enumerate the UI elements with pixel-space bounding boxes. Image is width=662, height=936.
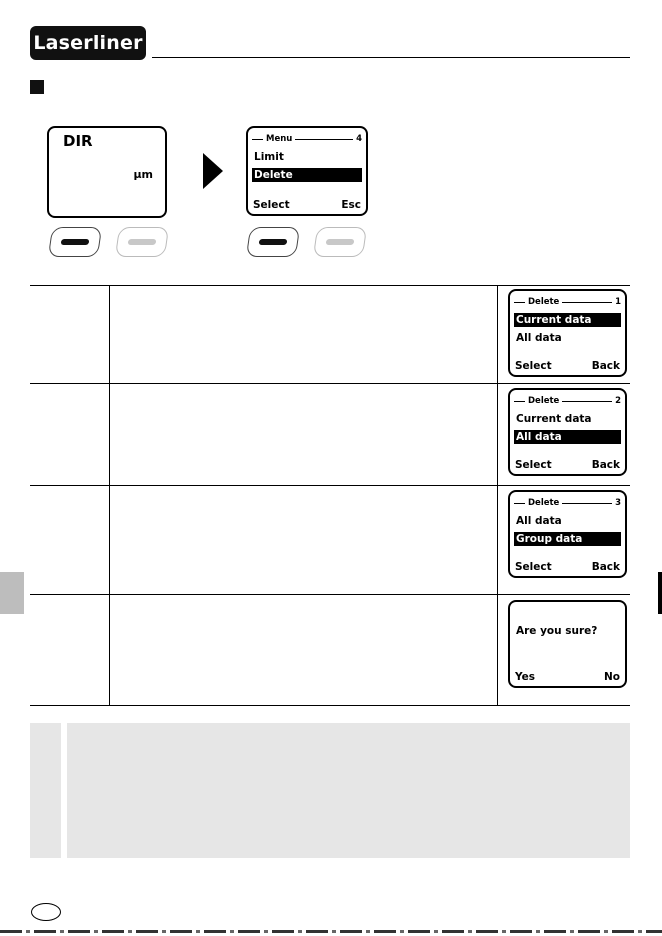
menu-item-selected[interactable]: Current data [514, 313, 621, 327]
chapter-side-tab [0, 572, 24, 614]
soft-label-left: Select [515, 459, 552, 471]
screen-title: DIR [63, 132, 93, 150]
delete-page-number: 3 [615, 498, 621, 508]
next-arrow-icon [203, 153, 223, 189]
menu-header [252, 133, 362, 145]
laserliner-logo: Laserliner [30, 26, 146, 60]
soft-label-left: Select [515, 561, 552, 573]
unit-label: µm [133, 168, 153, 181]
delete-header [514, 497, 621, 509]
soft-key-left[interactable] [246, 227, 300, 257]
soft-label-right: Back [591, 561, 620, 573]
header-dash [514, 401, 525, 402]
header-dash [562, 401, 612, 402]
delete-header-label: Delete [528, 396, 560, 406]
delete-header [514, 296, 621, 308]
menu-item[interactable]: Current data [516, 413, 592, 425]
soft-label-right: Esc [341, 199, 361, 211]
header-dash [562, 302, 612, 303]
soft-label-left: Select [253, 199, 290, 211]
lcd-screen-delete-3 [508, 490, 627, 578]
header-dash [514, 302, 525, 303]
soft-key-left-bar [259, 239, 288, 245]
delete-header-label: Delete [528, 297, 560, 307]
menu-item-selected[interactable]: All data [514, 430, 621, 444]
soft-key-right-bar [128, 239, 157, 245]
menu-item-selected[interactable]: Delete [252, 168, 362, 182]
soft-label-right: Back [591, 360, 620, 372]
menu-page-number: 4 [356, 134, 362, 144]
header-rule [152, 57, 630, 58]
confirm-prompt: Are you sure? [516, 625, 598, 637]
table-column-divider [109, 285, 110, 705]
soft-label-no: No [603, 671, 620, 683]
table-rule [30, 485, 630, 486]
lcd-screen-confirm [508, 600, 627, 688]
delete-page-number: 1 [615, 297, 621, 307]
soft-key-right-bar [326, 239, 355, 245]
soft-key-right[interactable] [115, 227, 169, 257]
lcd-screen-delete-2 [508, 388, 627, 476]
menu-item-selected[interactable]: Group data [514, 532, 621, 546]
menu-item[interactable]: All data [516, 332, 562, 344]
soft-key-right[interactable] [313, 227, 367, 257]
soft-key-left-bar [61, 239, 90, 245]
note-box-divider [61, 723, 67, 858]
language-badge [31, 903, 61, 921]
lcd-screen-menu [246, 126, 368, 216]
soft-label-left: Select [515, 360, 552, 372]
lcd-screen-dir [47, 126, 167, 218]
header-dash [295, 139, 353, 140]
delete-header [514, 395, 621, 407]
section-marker-square [30, 80, 44, 94]
soft-label-yes: Yes [515, 671, 536, 683]
header-dash [562, 503, 612, 504]
soft-key-left[interactable] [48, 227, 102, 257]
menu-item[interactable]: Limit [254, 151, 284, 163]
table-rule [30, 705, 630, 706]
delete-header-label: Delete [528, 498, 560, 508]
lcd-screen-delete-1 [508, 289, 627, 377]
delete-page-number: 2 [615, 396, 621, 406]
table-rule [30, 594, 630, 595]
chapter-side-tab-edge [658, 572, 662, 614]
print-edge-strip [0, 930, 662, 933]
soft-label-right: Back [591, 459, 620, 471]
table-rule [30, 285, 630, 286]
note-box [30, 723, 630, 858]
header-dash [514, 503, 525, 504]
menu-item[interactable]: All data [516, 515, 562, 527]
menu-header-label: Menu [266, 134, 293, 144]
header-dash [252, 139, 263, 140]
table-rule [30, 383, 630, 384]
table-column-divider [497, 285, 498, 705]
